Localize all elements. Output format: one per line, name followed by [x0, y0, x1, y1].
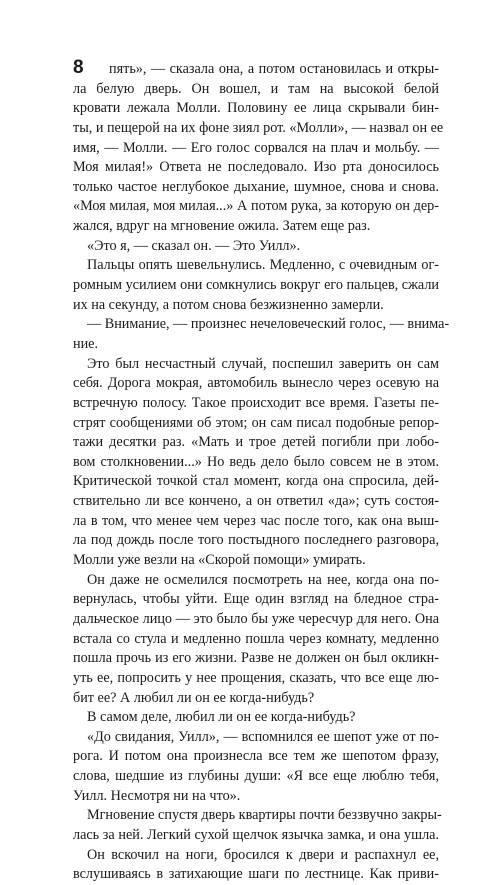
text-line: ромным усилием они сомкнулись вокруг его пальцев, сжали [73, 277, 439, 294]
text-line: тажи десятки раз. «Мать и трое детей погибли при лобо- [73, 434, 439, 451]
text-line: вом столкновении...» Но ведь дело было совсем не в этом. [73, 453, 439, 470]
text-line: Пальцы опять шевельнулись. Медленно, с очевидным ог- [87, 257, 439, 274]
text-line: имя, — Молли. — Его голос сорвался на плач и мольбу. — [73, 139, 439, 156]
text-line: Он даже не осмелился посмотреть на нее, когда она по- [87, 571, 439, 588]
text-line: уть ее, попросить у нее прощения, сказать, что все еще лю- [73, 669, 439, 686]
text-line: Мгновение спустя дверь квартиры почти беззвучно закры- [87, 807, 442, 824]
text-line: встречную полосу. Такое происходит все время. Газеты пе- [73, 394, 439, 411]
text-line: вернулась, чтобы уйти. Еще один взгляд на бледное стра- [73, 591, 439, 608]
text-line: пять», — сказала она, а потом остановилась и откры- [109, 61, 439, 77]
body-text [73, 57, 450, 885]
text-line: — Внимание, — произнес нечеловеческий голос, — внима- [87, 316, 450, 333]
text-line: ние. [73, 335, 99, 352]
text-line: жался, вдруг на мгновение ожила. Затем еще раз. [73, 218, 371, 235]
text-line: только частое неглубокое дыхание, шумное, снова и снова. [73, 178, 439, 195]
text-line: рога. И потом она произнесла все тем же шепотом фразу, [73, 748, 439, 765]
text-line: ла белую дверь. Он вошел, и там на высокой белой [73, 80, 439, 97]
text-line: бит ее? А любил ли он ее когда-нибудь? [73, 689, 315, 706]
text-line: дальческое лицо — это было бы уже чересчур для него. Она [73, 610, 439, 627]
text-line: ла в том, что менее чем через час после того, как она выш- [73, 512, 439, 529]
text-line: ствительно ли все кончено, а он ответил «да»; суть состоя- [73, 493, 439, 510]
text-line: «Моя милая, моя милая...» А потом рука, за которую он дер- [73, 198, 439, 215]
text-line: ты, и пещерой на их фоне зиял рот. «Молли», — назвал он ее [73, 119, 444, 136]
text-line: ла под дождь после того постыдного последнего разговора, [73, 532, 439, 549]
text-line: вслушиваясь в затихающие шаги по лестнице. Как приви- [73, 866, 439, 883]
text-line: «Это я, — сказал он. — Это Уилл». [87, 237, 301, 254]
text-line: В самом деле, любил ли он ее когда-нибудь? [87, 709, 356, 726]
page-number: 8 [73, 57, 84, 78]
text-line: кровати лежала Молли. Половину ее лица скрывали бин- [73, 100, 439, 117]
text-line: Моя милая!» Ответа не последовало. Изо рта доносилось [73, 159, 439, 176]
text-line: Критической точкой стал момент, когда она спросила, дей- [73, 473, 439, 490]
text-line: пошла прочь из его жизни. Разве не должен он был окликн- [73, 650, 439, 667]
text-line: лась за ней. Легкий сухой щелчок язычка замка, и она ушла. [73, 826, 439, 843]
text-line: стрят сообщениями об этом; он сам писал подобные репор- [73, 414, 439, 431]
text-line: «До свидания, Уилл», — вспомнился ее шепот уже от по- [87, 728, 439, 745]
text-line: Это был несчастный случай, поспешил заверить он сам [87, 355, 439, 372]
text-line: Он вскочил на ноги, бросился к двери и распахнул ее, [87, 846, 439, 863]
text-line: Молли уже везли на «Скорой помощи» умирать. [73, 552, 366, 569]
text-line: их на секунду, а потом снова безжизненно замерли. [73, 296, 384, 313]
text-line: себя. Дорога мокрая, автомобиль вынесло через осевую на [73, 375, 439, 392]
text-line: встала со стула и медленно пошла через комнату, медленно [73, 630, 439, 647]
text-line: слова, шедшие из глубины души: «Я все еще люблю тебя, [73, 768, 439, 785]
text-line: Уилл. Несмотря ни на что». [73, 787, 241, 804]
